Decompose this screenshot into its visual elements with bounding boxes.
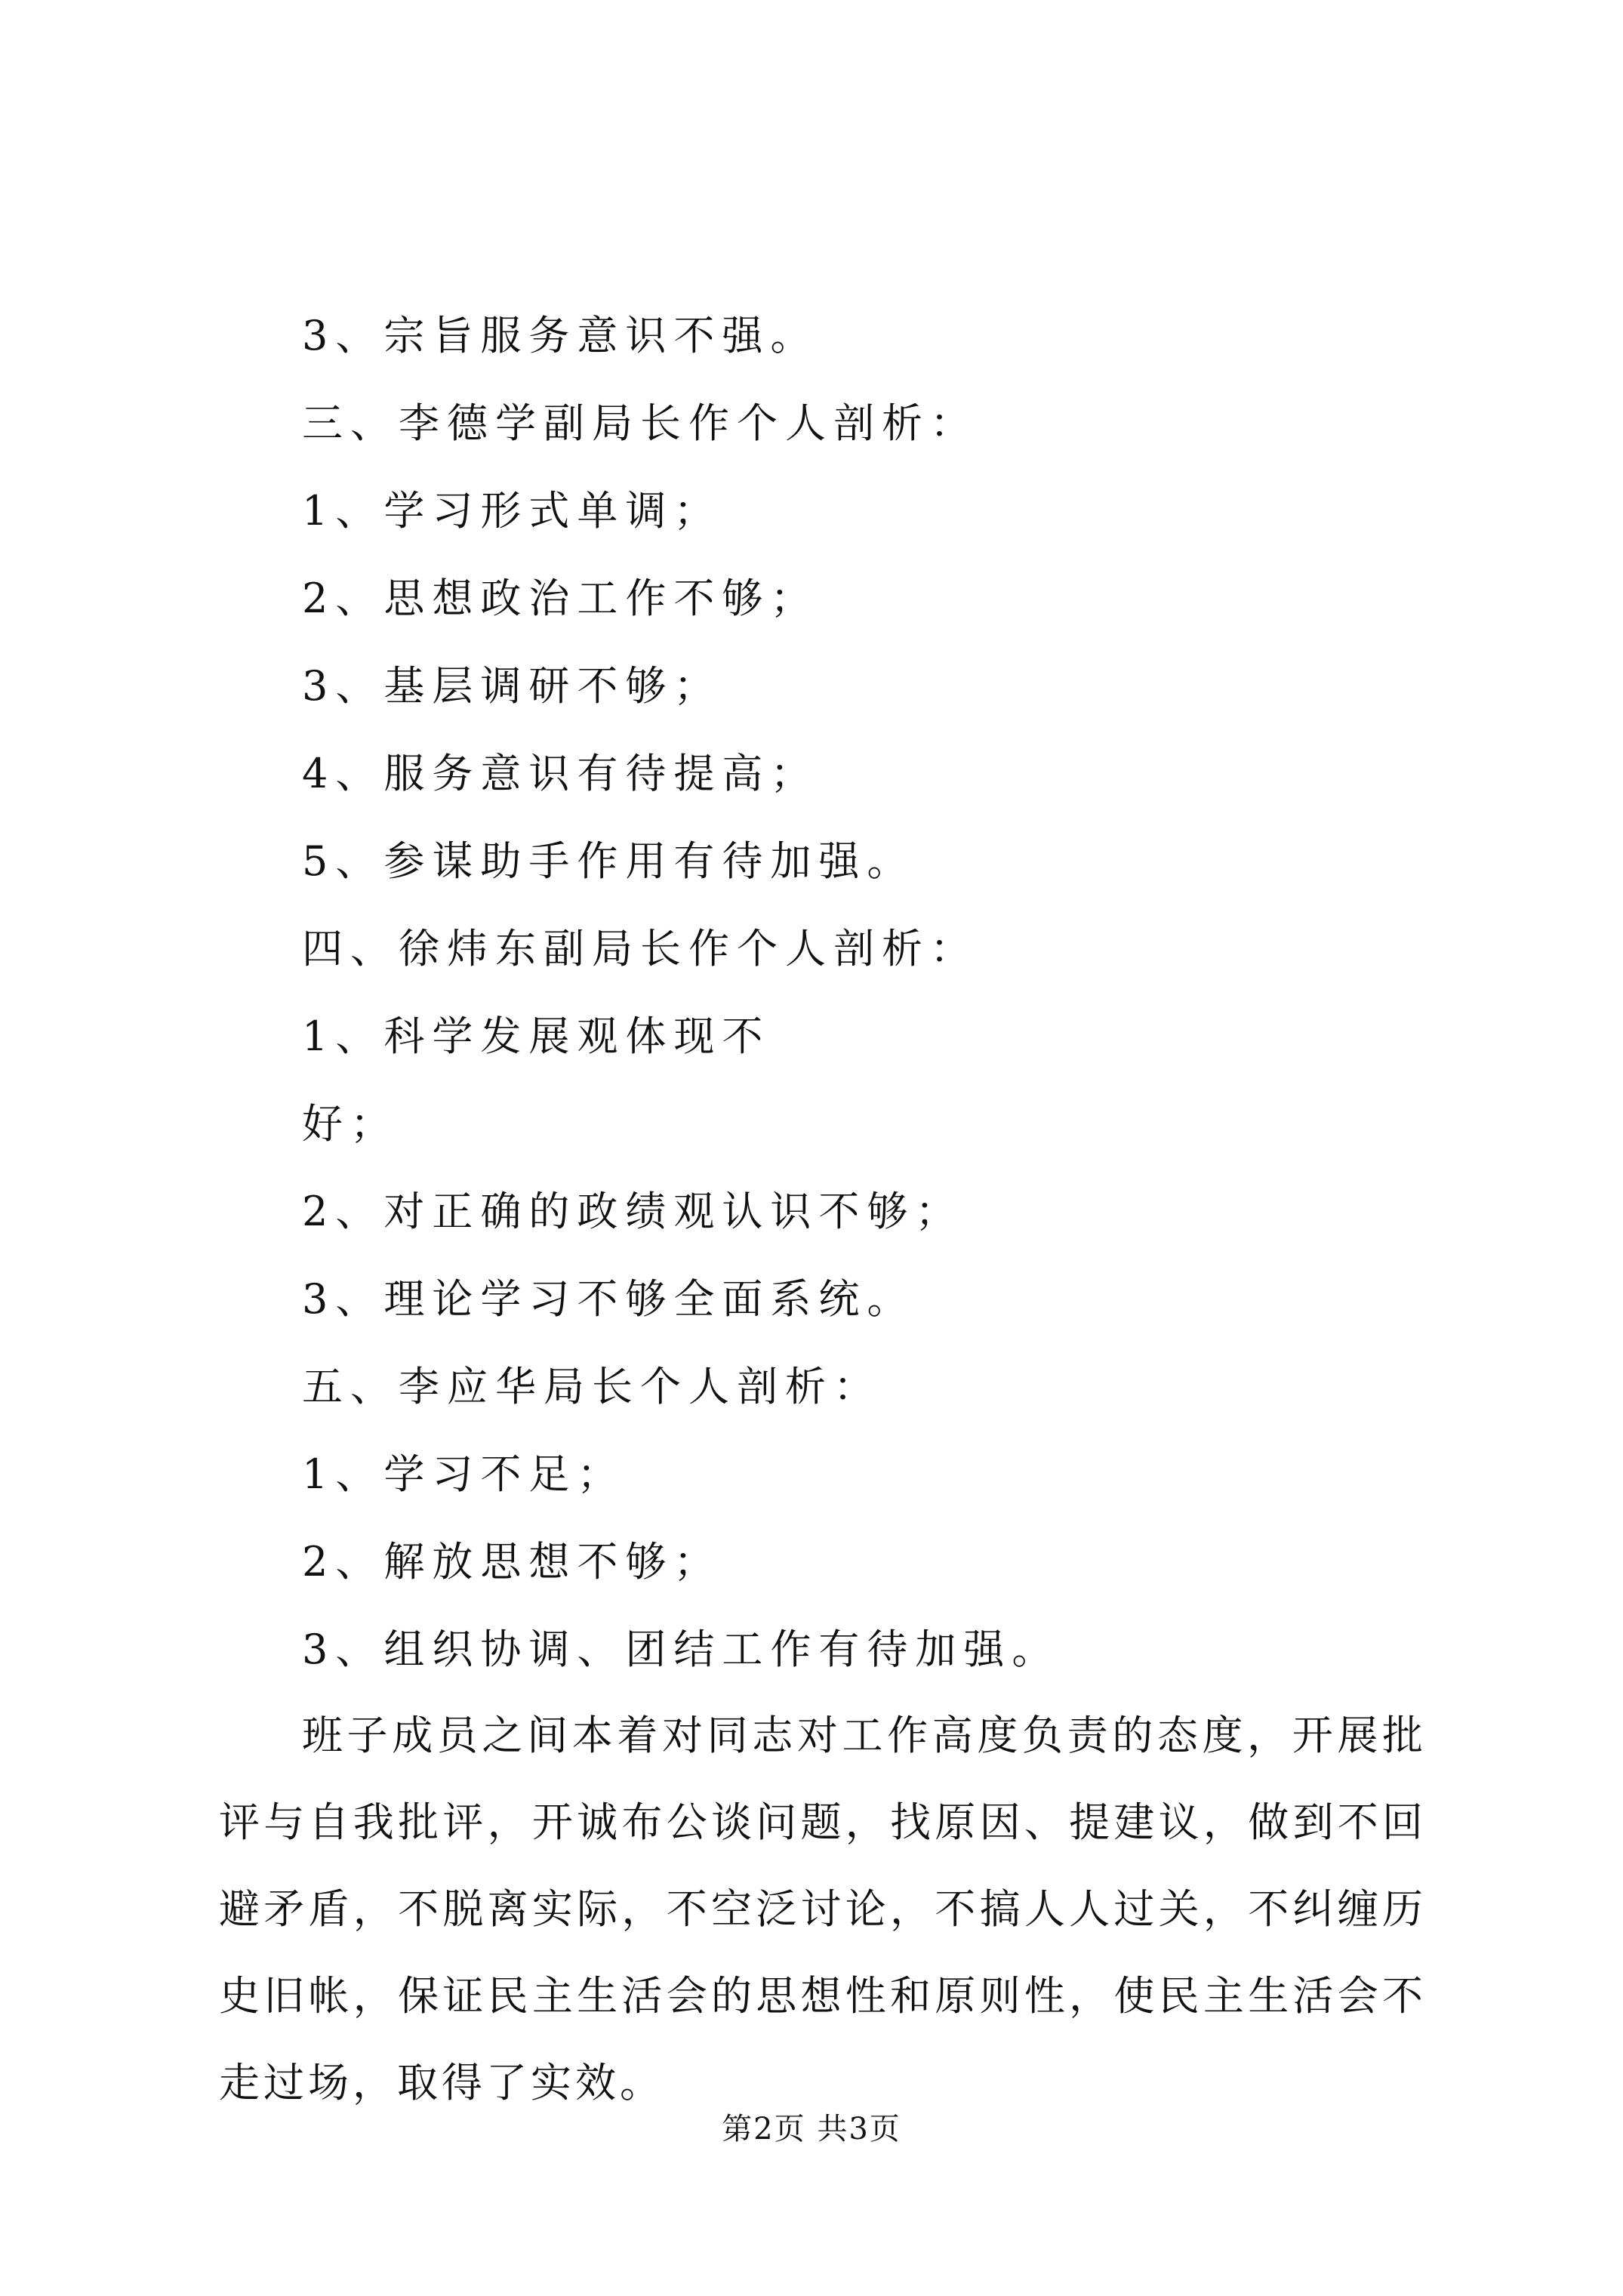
list-item: 2、解放思想不够； — [302, 1538, 722, 1586]
list-item: 3、理论学习不够全面系统。 — [302, 1275, 916, 1323]
list-item: 3、宗旨服务意识不强。 — [302, 312, 819, 359]
list-item: 2、思想政治工作不够； — [302, 575, 819, 622]
list-item: 3、基层调研不够； — [302, 662, 722, 710]
section-heading: 三、李德学副局长作个人剖析： — [302, 399, 978, 447]
section-heading: 四、徐炜东副局长作个人剖析： — [302, 925, 978, 972]
list-item: 1、学习不足； — [302, 1450, 626, 1498]
list-item: 2、对正确的政绩观认识不够； — [302, 1188, 964, 1235]
page-footer: 第2页 共3页 — [722, 2112, 901, 2147]
body-paragraph: 班子成员之间本着对同志对工作高度负责的态度，开展批评与自我批评，开诚布公谈问题，找原因、提建议，做到不回避矛盾，不脱离实际，不空泛讨论，不搞人人过关，不纠缠历史旧帐，保证民主生活会的思想性和原则性，使民主生活会不走过场，取得了实效。 — [219, 1712, 1427, 2106]
list-item: 3、组织协调、团结工作有待加强。 — [302, 1626, 1061, 1673]
list-item-continuation: 好； — [302, 1100, 399, 1148]
section-heading: 五、李应华局长个人剖析： — [302, 1363, 882, 1410]
list-item: 4、服务意识有待提高； — [302, 750, 819, 797]
list-item: 1、学习形式单调； — [302, 487, 722, 535]
list-item: 1、科学发展观体现不 — [302, 1012, 771, 1060]
list-item: 5、参谋助手作用有待加强。 — [302, 837, 916, 885]
